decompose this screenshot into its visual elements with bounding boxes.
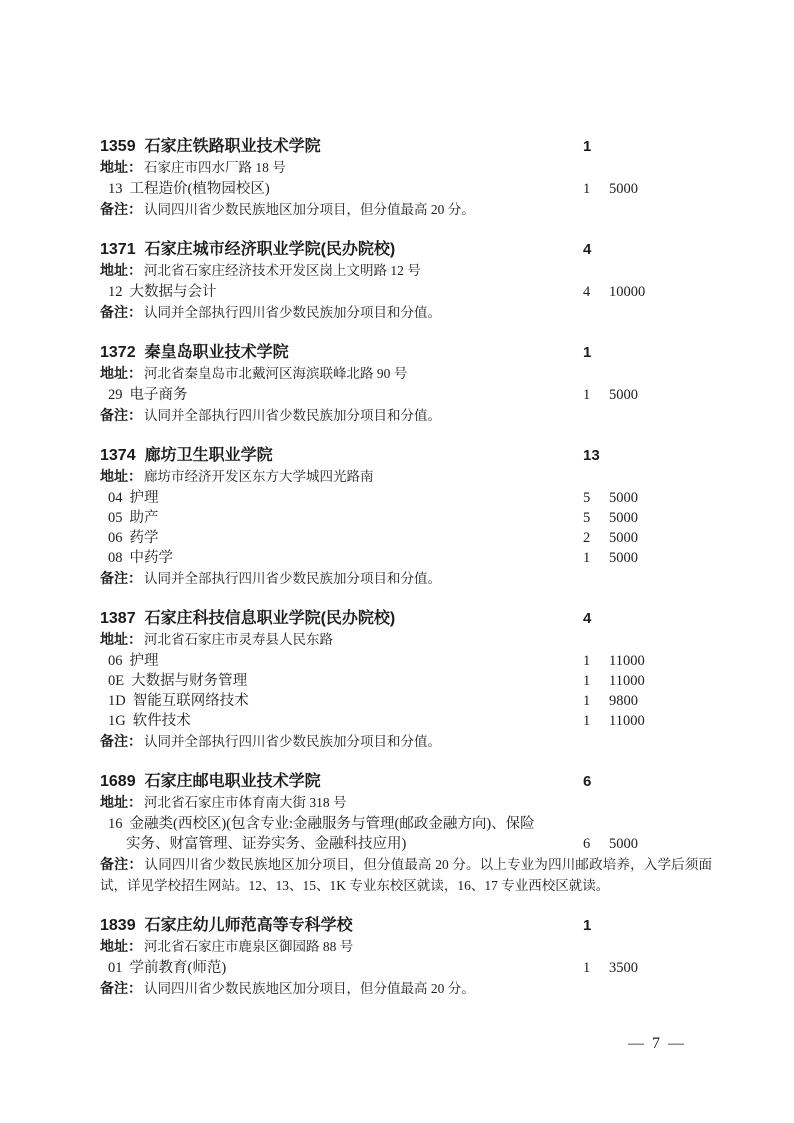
address-text: 河北省石家庄经济技术开发区岗上文明路 12 号 — [144, 263, 421, 278]
major-count: 1 — [583, 713, 591, 729]
major-name: 金融类(西校区)(包含专业:金融服务与管理(邮政金融方向)、保险 — [129, 816, 535, 832]
major-name: 护理 — [129, 490, 159, 506]
address-text: 石家庄市四水厂路 18 号 — [144, 160, 286, 175]
major-row — [100, 691, 712, 711]
address-label: 地址： — [100, 262, 142, 278]
major-text — [100, 691, 583, 711]
major-text — [100, 814, 583, 854]
address-label: 地址： — [100, 468, 142, 484]
address-label: 地址： — [100, 159, 142, 175]
address-row — [100, 363, 712, 385]
major-count: 1 — [583, 653, 591, 669]
school-title — [100, 771, 583, 792]
address-label: 地址： — [100, 365, 142, 381]
school-title-row — [100, 136, 712, 157]
major-text — [100, 958, 583, 978]
remark-text: 认同并全部执行四川省少数民族加分项目和分值。 — [144, 571, 441, 586]
remark-row — [100, 568, 712, 590]
page-number: — 7 — — [628, 1035, 686, 1052]
school-code: 1359 — [100, 138, 136, 155]
school-title — [100, 136, 583, 157]
major-text — [100, 282, 583, 302]
school-title-row — [100, 915, 712, 936]
major-count: 2 — [583, 530, 591, 546]
address-row — [100, 466, 712, 488]
school-block — [100, 915, 712, 1000]
major-count: 1 — [583, 550, 591, 566]
major-row — [100, 958, 712, 978]
major-fee: 5000 — [609, 181, 638, 197]
remark-text: 认同四川省少数民族地区加分项目，但分值最高 20 分。 — [144, 202, 475, 217]
major-name: 大数据与财务管理 — [131, 673, 248, 689]
remark-label: 备注： — [100, 201, 142, 217]
address-text: 河北省石家庄市灵寿县人民东路 — [144, 632, 333, 647]
remark-label: 备注： — [100, 407, 142, 423]
school-name: 石家庄科技信息职业学院(民办院校) — [144, 610, 396, 627]
major-row — [100, 282, 712, 302]
school-title-row — [100, 445, 712, 466]
address-row — [100, 792, 712, 814]
major-fee: 10000 — [609, 284, 646, 300]
school-title-row — [100, 608, 712, 629]
address-text: 廊坊市经济开发区东方大学城四光路南 — [144, 469, 374, 484]
remark-row — [100, 978, 712, 1000]
major-fee: 5000 — [609, 836, 638, 852]
major-fee: 5000 — [609, 510, 638, 526]
remark-text: 认同并全部执行四川省少数民族加分项目和分值。 — [144, 408, 441, 423]
address-row — [100, 157, 712, 179]
major-code: 16 — [108, 816, 123, 832]
school-title — [100, 608, 583, 629]
school-block — [100, 342, 712, 427]
address-label: 地址： — [100, 631, 142, 647]
major-code: 01 — [108, 960, 123, 976]
major-fee: 11000 — [609, 673, 645, 689]
school-count: 4 — [583, 610, 592, 627]
major-count: 1 — [583, 673, 591, 689]
remark-text: 认同并全部执行四川省少数民族加分项目和分值。 — [144, 734, 441, 749]
major-code: 04 — [108, 490, 123, 506]
remark-text: 认同四川省少数民族地区加分项目，但分值最高 20 分。 — [144, 981, 475, 996]
major-text — [100, 488, 583, 508]
school-block — [100, 771, 712, 897]
major-row — [100, 528, 712, 548]
major-text — [100, 508, 583, 528]
major-text — [100, 385, 583, 405]
major-name-line1 — [108, 814, 583, 834]
major-code: 1G — [108, 713, 126, 729]
school-name: 石家庄幼儿师范高等专科学校 — [144, 917, 353, 934]
school-count: 1 — [583, 138, 592, 155]
major-code: 1D — [108, 693, 126, 709]
major-text — [100, 651, 583, 671]
remark-row — [100, 302, 712, 324]
school-name: 石家庄城市经济职业学院(民办院校) — [144, 241, 396, 258]
major-name: 大数据与会计 — [129, 284, 217, 300]
school-count: 1 — [583, 344, 592, 361]
major-count: 1 — [583, 693, 591, 709]
major-name: 智能互联网络技术 — [132, 693, 249, 709]
school-title — [100, 915, 583, 936]
school-name: 廊坊卫生职业学院 — [144, 447, 273, 464]
major-text — [100, 548, 583, 568]
remark-row — [100, 405, 712, 427]
major-name: 软件技术 — [132, 713, 191, 729]
major-row — [100, 488, 712, 508]
major-text — [100, 179, 583, 199]
school-code: 1372 — [100, 344, 136, 361]
major-row — [100, 385, 712, 405]
address-row — [100, 629, 712, 651]
major-count: 1 — [583, 181, 591, 197]
major-code: 13 — [108, 181, 123, 197]
school-name: 石家庄邮电职业技术学院 — [144, 773, 321, 790]
school-title — [100, 342, 583, 363]
major-name: 工程造价(植物园校区) — [129, 181, 270, 197]
school-count: 1 — [583, 917, 592, 934]
major-count: 5 — [583, 490, 591, 506]
major-name: 中药学 — [129, 550, 173, 566]
major-fee: 5000 — [609, 387, 638, 403]
major-name: 药学 — [129, 530, 159, 546]
major-code: 29 — [108, 387, 123, 403]
address-row — [100, 936, 712, 958]
major-count: 5 — [583, 510, 591, 526]
remark-row — [100, 854, 712, 897]
major-fee: 5000 — [609, 550, 638, 566]
remark-label: 备注： — [100, 980, 142, 996]
school-code: 1839 — [100, 917, 136, 934]
school-code: 1374 — [100, 447, 136, 464]
major-row — [100, 548, 712, 568]
remark-label: 备注： — [100, 733, 142, 749]
address-text: 河北省石家庄市体育南大街 318 号 — [144, 795, 347, 810]
school-name: 石家庄铁路职业技术学院 — [144, 138, 321, 155]
school-title-row — [100, 239, 712, 260]
school-title-row — [100, 342, 712, 363]
school-title-row — [100, 771, 712, 792]
major-row — [100, 179, 712, 199]
major-code: 06 — [108, 530, 123, 546]
major-fee: 5000 — [609, 490, 638, 506]
major-fee: 9800 — [609, 693, 638, 709]
major-row — [100, 651, 712, 671]
remark-label: 备注： — [100, 570, 142, 586]
school-title — [100, 239, 583, 260]
school-count: 4 — [583, 241, 592, 258]
major-code: 12 — [108, 284, 123, 300]
school-name: 秦皇岛职业技术学院 — [144, 344, 289, 361]
remark-text: 认同四川省少数民族地区加分项目，但分值最高 20 分。以上专业为四川邮政培养，入学后须面试，详见学校招生网站。12、13、15、1K 专业东校区就读，16、17 专业西校区就读。 — [100, 857, 713, 893]
address-text: 河北省秦皇岛市北戴河区海滨联峰北路 90 号 — [144, 366, 408, 381]
address-label: 地址： — [100, 794, 142, 810]
remark-label: 备注： — [100, 856, 143, 872]
major-fee: 5000 — [609, 530, 638, 546]
school-code: 1371 — [100, 241, 136, 258]
remark-text: 认同并全部执行四川省少数民族加分项目和分值。 — [144, 305, 441, 320]
major-text — [100, 671, 583, 691]
remark-row — [100, 731, 712, 753]
major-code: 05 — [108, 510, 123, 526]
major-row — [100, 711, 712, 731]
school-count: 6 — [583, 773, 592, 790]
school-title — [100, 445, 583, 466]
remark-label: 备注： — [100, 304, 142, 320]
major-name-line2: 实务、财富管理、证券实务、金融科技应用) — [126, 836, 407, 852]
major-row — [100, 671, 712, 691]
major-name: 学前教育(师范) — [129, 960, 227, 976]
major-count: 1 — [583, 960, 591, 976]
school-block — [100, 136, 712, 221]
major-code: 06 — [108, 653, 123, 669]
major-text — [100, 711, 583, 731]
school-code: 1689 — [100, 773, 136, 790]
major-fee: 11000 — [609, 653, 645, 669]
address-text: 河北省石家庄市鹿泉区御园路 88 号 — [144, 939, 354, 954]
address-label: 地址： — [100, 938, 142, 954]
school-block — [100, 239, 712, 324]
major-code: 08 — [108, 550, 123, 566]
major-count: 1 — [583, 387, 591, 403]
school-count: 13 — [583, 447, 600, 464]
major-count: 4 — [583, 284, 591, 300]
school-code: 1387 — [100, 610, 136, 627]
page-content — [100, 136, 712, 1018]
major-text — [100, 528, 583, 548]
major-code: 0E — [108, 673, 125, 689]
major-name: 护理 — [129, 653, 159, 669]
major-name: 助产 — [129, 510, 159, 526]
major-fee: 11000 — [609, 713, 645, 729]
major-count: 6 — [583, 836, 591, 852]
remark-row — [100, 199, 712, 221]
major-row — [100, 814, 712, 854]
school-block — [100, 445, 712, 590]
address-row — [100, 260, 712, 282]
major-name: 电子商务 — [129, 387, 188, 403]
major-fee: 3500 — [609, 960, 638, 976]
school-block — [100, 608, 712, 753]
major-row — [100, 508, 712, 528]
